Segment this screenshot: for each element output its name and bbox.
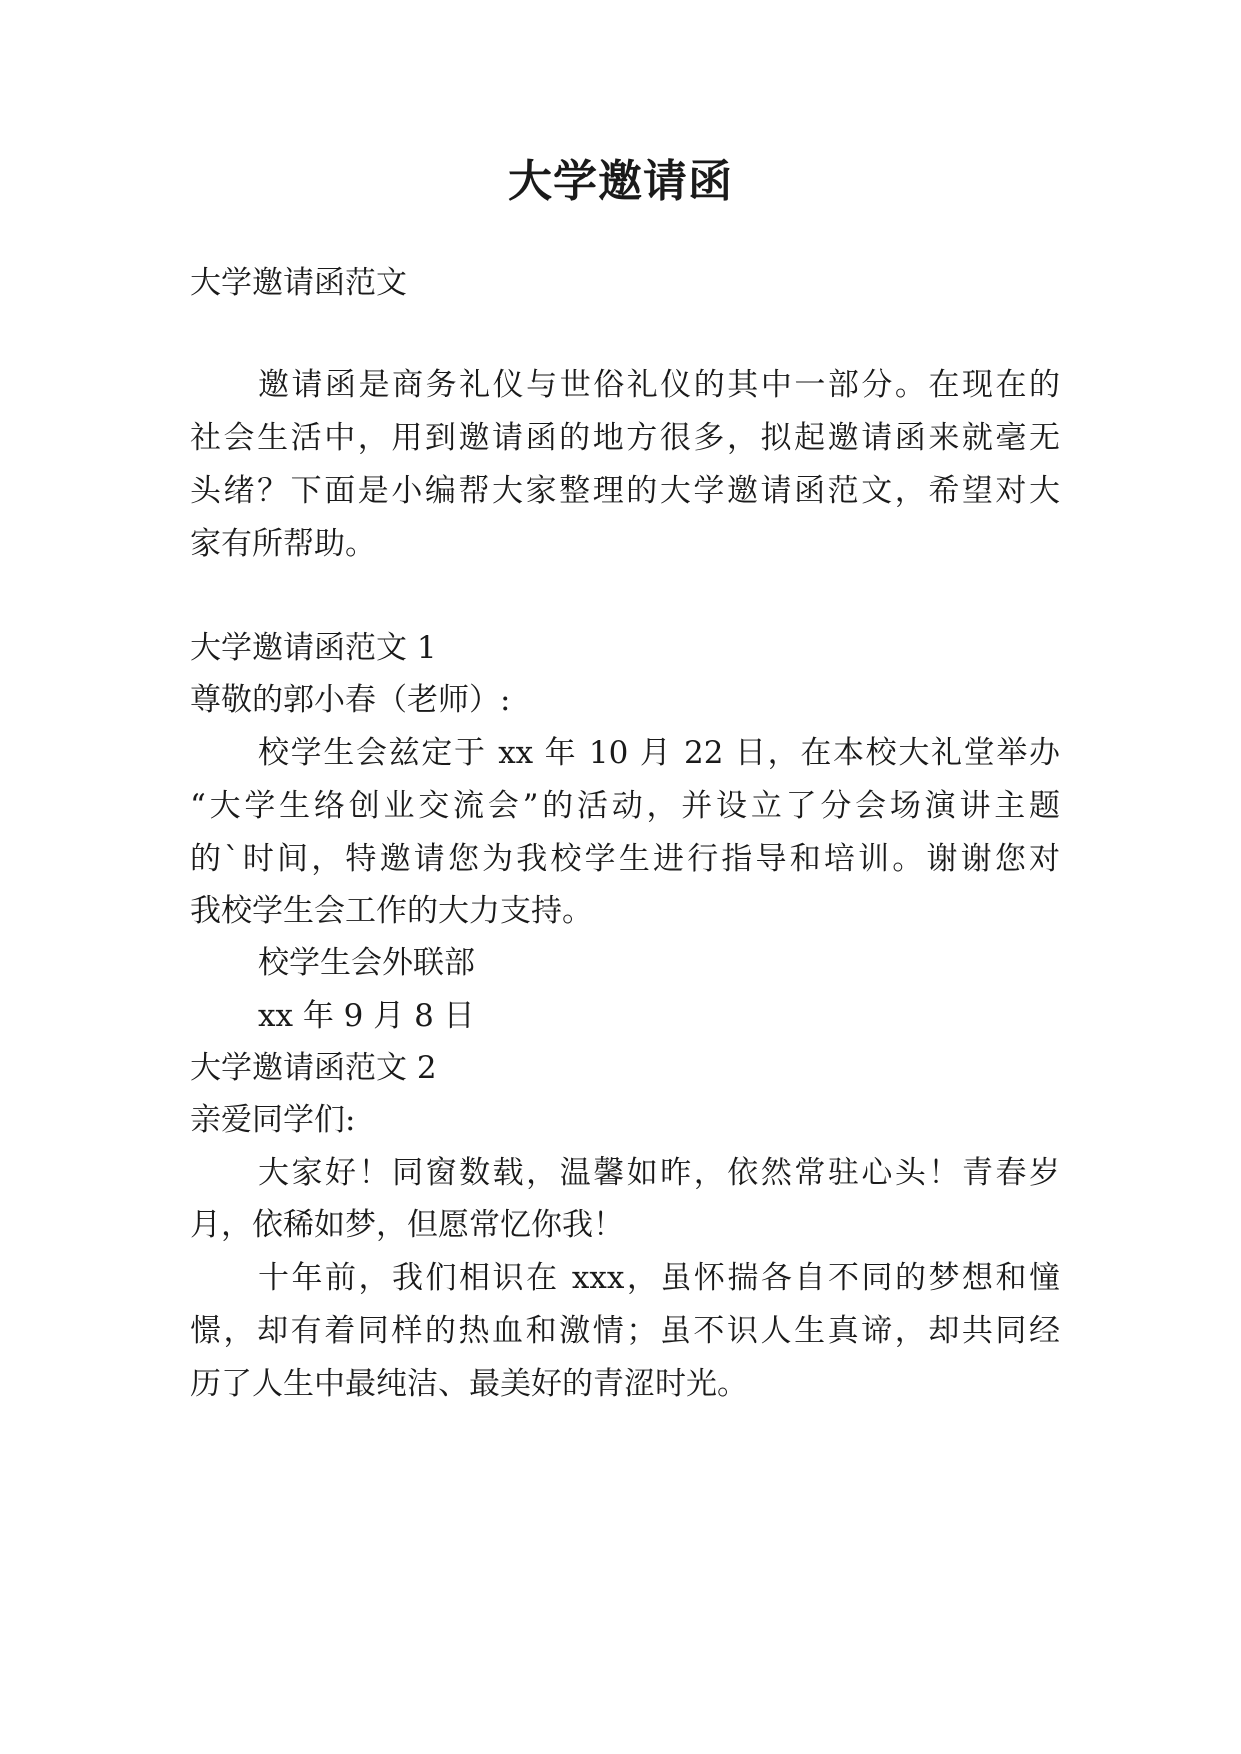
document-title: 大学邀请函 [508,156,733,207]
sample2-heading: 大学邀请函范文 2 [190,1050,437,1086]
intro-line-1: 邀请函是商务礼仪与世俗礼仪的其中一部分。在现在的 [258,367,1060,403]
sample2-para1-line-2: 月，依稀如梦，但愿常忆你我！ [190,1207,624,1243]
sample1-date: xx 年 9 月 8 日 [258,998,475,1034]
sample2-para2-line-2: 憬，却有着同样的热血和激情；虽不识人生真谛，却共同经 [190,1313,1060,1349]
intro-line-4: 家有所帮助。 [190,526,376,562]
intro-line-2: 社会生活中，用到邀请函的地方很多，拟起邀请函来就毫无 [190,420,1060,456]
sample2-para2-line-3: 历了人生中最纯洁、最美好的青涩时光。 [190,1366,748,1402]
sample1-heading: 大学邀请函范文 1 [190,630,437,666]
document-subtitle: 大学邀请函范文 [190,265,407,301]
intro-line-3: 头绪？下面是小编帮大家整理的大学邀请函范文，希望对大 [190,473,1060,509]
sample1-salutation: 尊敬的郭小春（老师）: [190,682,511,718]
sample1-body-line-1: 校学生会兹定于 xx 年 10 月 22 日，在本校大礼堂举办 [258,735,1060,771]
sample2-para1-line-1: 大家好！同窗数载，温馨如昨，依然常驻心头！青春岁 [258,1155,1060,1191]
sample1-body-line-4: 我校学生会工作的大力支持。 [190,893,593,929]
sample1-body-line-3: 的`时间，特邀请您为我校学生进行指导和培训。谢谢您对 [190,841,1060,877]
sample1-signature: 校学生会外联部 [258,945,475,981]
sample2-salutation: 亲爱同学们: [190,1102,356,1138]
sample1-body-line-2: “大学生络创业交流会”的活动，并设立了分会场演讲主题 [190,788,1060,824]
sample2-para2-line-1: 十年前，我们相识在 xxx，虽怀揣各自不同的梦想和憧 [258,1260,1060,1296]
